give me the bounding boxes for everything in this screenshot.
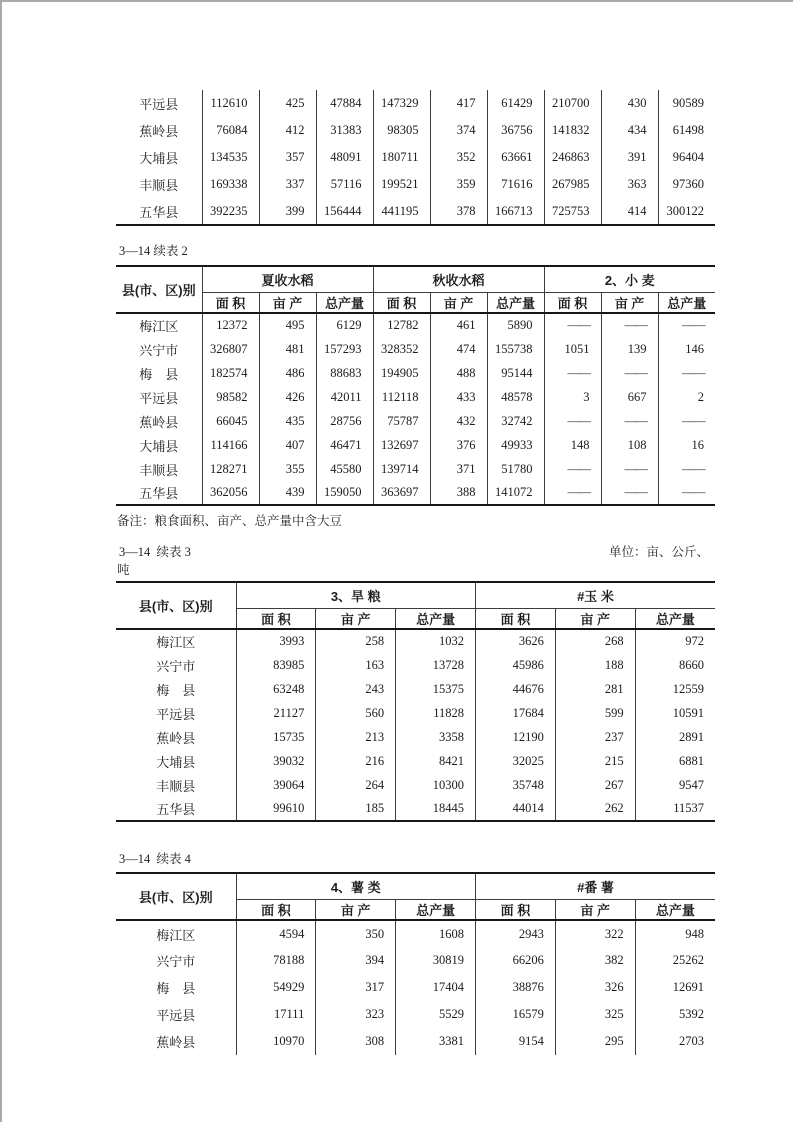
value-cell: 45580: [316, 457, 373, 481]
value-cell: 2703: [635, 1028, 715, 1055]
value-cell: 326: [555, 974, 635, 1001]
column-sub-header: 亩 产: [430, 292, 487, 313]
table-row: [116, 90, 715, 117]
value-cell: 417: [430, 90, 487, 117]
value-cell: 95144: [487, 361, 544, 385]
value-cell: ——: [658, 409, 715, 433]
value-cell: 322: [555, 920, 635, 947]
value-cell: 357: [259, 144, 316, 171]
row-header-cell: 县(市、区)别: [116, 582, 236, 629]
value-cell: 49933: [487, 433, 544, 457]
table-row: [116, 974, 715, 1001]
value-cell: 12190: [475, 725, 555, 749]
value-cell: 76084: [202, 117, 259, 144]
value-cell: 10591: [635, 701, 715, 725]
value-cell: 51780: [487, 457, 544, 481]
value-cell: 599: [555, 701, 635, 725]
value-cell: 213: [316, 725, 396, 749]
value-cell: 88683: [316, 361, 373, 385]
value-cell: 11828: [396, 701, 476, 725]
value-cell: 180711: [373, 144, 430, 171]
value-cell: 8421: [396, 749, 476, 773]
value-cell: 1032: [396, 629, 476, 653]
value-cell: ——: [658, 481, 715, 505]
value-cell: 363697: [373, 481, 430, 505]
value-cell: 83985: [236, 653, 316, 677]
value-cell: 363: [601, 171, 658, 198]
value-cell: 474: [430, 337, 487, 361]
value-cell: 38876: [475, 974, 555, 1001]
value-cell: 2943: [475, 920, 555, 947]
value-cell: 412: [259, 117, 316, 144]
table-row: [116, 361, 715, 385]
value-cell: 394: [316, 947, 396, 974]
value-cell: 495: [259, 313, 316, 337]
value-cell: 15735: [236, 725, 316, 749]
value-cell: 54929: [236, 974, 316, 1001]
value-cell: 295: [555, 1028, 635, 1055]
county-name-cell: 蕉岭县: [156, 730, 196, 746]
value-cell: 430: [601, 90, 658, 117]
county-name-cell: 平远县: [156, 706, 196, 722]
value-cell: 308: [316, 1028, 396, 1055]
value-cell: 392235: [202, 198, 259, 225]
county-name-cell: 五华县: [156, 802, 196, 817]
column-sub-header: 面 积: [236, 608, 316, 629]
value-cell: 1608: [396, 920, 476, 947]
table2-note: 备注：粮食面积、亩产、总产量中含大豆: [117, 514, 343, 528]
table-row: [116, 920, 715, 947]
table3-caption-row: [116, 544, 716, 560]
table-row: [116, 797, 715, 821]
value-cell: 199521: [373, 171, 430, 198]
value-cell: 157293: [316, 337, 373, 361]
value-cell: 185: [316, 797, 396, 821]
value-cell: 139714: [373, 457, 430, 481]
unit-label: 单位：亩、公斤、: [608, 545, 709, 559]
table-row: [116, 701, 715, 725]
value-cell: 112118: [373, 385, 430, 409]
column-sub-header: 亩 产: [555, 899, 635, 920]
value-cell: 439: [259, 481, 316, 505]
column-group-header: #番 薯: [475, 873, 715, 899]
value-cell: 8660: [635, 653, 715, 677]
value-cell: ——: [658, 457, 715, 481]
value-cell: 3626: [475, 629, 555, 653]
table-row: [116, 773, 715, 797]
value-cell: ——: [601, 361, 658, 385]
value-cell: 300122: [658, 198, 715, 225]
value-cell: 378: [430, 198, 487, 225]
value-cell: 441195: [373, 198, 430, 225]
value-cell: 237: [555, 725, 635, 749]
value-cell: 18445: [396, 797, 476, 821]
value-cell: 21127: [236, 701, 316, 725]
county-name-cell: 蕉岭县: [156, 1035, 196, 1050]
value-cell: 166713: [487, 198, 544, 225]
value-cell: 325: [555, 1001, 635, 1028]
value-cell: 10300: [396, 773, 476, 797]
column-group-header: 夏收水稻: [202, 266, 373, 292]
table4-caption: 3—14 续表 4: [119, 852, 191, 866]
value-cell: ——: [544, 409, 601, 433]
value-cell: 2891: [635, 725, 715, 749]
value-cell: 359: [430, 171, 487, 198]
value-cell: 374: [430, 117, 487, 144]
column-sub-header: 总产量: [658, 292, 715, 313]
column-sub-header: 面 积: [202, 292, 259, 313]
value-cell: 39032: [236, 749, 316, 773]
value-cell: 148: [544, 433, 601, 457]
county-name-cell: 平远县: [139, 390, 179, 406]
value-cell: ——: [544, 457, 601, 481]
value-cell: 134535: [202, 144, 259, 171]
value-cell: 44014: [475, 797, 555, 821]
column-sub-header: 面 积: [475, 608, 555, 629]
value-cell: 98305: [373, 117, 430, 144]
value-cell: 9154: [475, 1028, 555, 1055]
value-cell: 3993: [236, 629, 316, 653]
value-cell: 667: [601, 385, 658, 409]
table-row: [116, 677, 715, 701]
value-cell: 12559: [635, 677, 715, 701]
column-sub-header: 亩 产: [316, 899, 396, 920]
value-cell: 78188: [236, 947, 316, 974]
value-cell: ——: [544, 361, 601, 385]
value-cell: 1051: [544, 337, 601, 361]
county-name-cell: 蕉岭县: [139, 414, 179, 430]
value-cell: 262: [555, 797, 635, 821]
value-cell: 112610: [202, 90, 259, 117]
value-cell: 44676: [475, 677, 555, 701]
table-row: [116, 385, 715, 409]
value-cell: 47884: [316, 90, 373, 117]
value-cell: 114166: [202, 433, 259, 457]
value-cell: 25262: [635, 947, 715, 974]
value-cell: 317: [316, 974, 396, 1001]
value-cell: 99610: [236, 797, 316, 821]
value-cell: 461: [430, 313, 487, 337]
county-name-cell: 丰顺县: [156, 778, 196, 794]
column-sub-header: 面 积: [475, 899, 555, 920]
column-sub-header: 亩 产: [601, 292, 658, 313]
value-cell: 350: [316, 920, 396, 947]
value-cell: 6881: [635, 749, 715, 773]
value-cell: ——: [601, 313, 658, 337]
county-name-cell: 梅 县: [156, 682, 196, 698]
value-cell: 31383: [316, 117, 373, 144]
table-row: [116, 947, 715, 974]
value-cell: 12372: [202, 313, 259, 337]
column-sub-header: 面 积: [544, 292, 601, 313]
value-cell: 141832: [544, 117, 601, 144]
value-cell: 57116: [316, 171, 373, 198]
value-cell: 36756: [487, 117, 544, 144]
value-cell: 32742: [487, 409, 544, 433]
value-cell: 75787: [373, 409, 430, 433]
value-cell: 355: [259, 457, 316, 481]
table-row: [116, 1001, 715, 1028]
value-cell: 12691: [635, 974, 715, 1001]
page-content: [116, 2, 716, 1055]
county-name-cell: 梅江区: [156, 635, 196, 650]
county-name-cell: 丰顺县: [139, 462, 179, 478]
column-sub-header: 总产量: [635, 899, 715, 920]
value-cell: 323: [316, 1001, 396, 1028]
value-cell: 352: [430, 144, 487, 171]
column-group-header: 4、薯 类: [236, 873, 475, 899]
value-cell: 246863: [544, 144, 601, 171]
value-cell: 42011: [316, 385, 373, 409]
value-cell: 4594: [236, 920, 316, 947]
value-cell: 188: [555, 653, 635, 677]
value-cell: 17111: [236, 1001, 316, 1028]
table-row: [116, 1028, 715, 1055]
value-cell: 362056: [202, 481, 259, 505]
value-cell: 326807: [202, 337, 259, 361]
value-cell: 433: [430, 385, 487, 409]
unit-label-line2: 吨: [117, 563, 130, 577]
column-sub-header: 总产量: [487, 292, 544, 313]
table-row: [116, 144, 715, 171]
value-cell: ——: [544, 313, 601, 337]
value-cell: 13728: [396, 653, 476, 677]
table-row: [116, 749, 715, 773]
value-cell: 156444: [316, 198, 373, 225]
value-cell: ——: [658, 313, 715, 337]
table-row: [116, 409, 715, 433]
value-cell: 9547: [635, 773, 715, 797]
value-cell: 61429: [487, 90, 544, 117]
value-cell: 48091: [316, 144, 373, 171]
value-cell: 215: [555, 749, 635, 773]
value-cell: 132697: [373, 433, 430, 457]
value-cell: 337: [259, 171, 316, 198]
value-cell: 2: [658, 385, 715, 409]
table-row: [116, 198, 715, 225]
value-cell: 407: [259, 433, 316, 457]
value-cell: 128271: [202, 457, 259, 481]
value-cell: 382: [555, 947, 635, 974]
county-name-cell: 梅 县: [156, 981, 196, 996]
value-cell: 16579: [475, 1001, 555, 1028]
value-cell: 243: [316, 677, 396, 701]
county-name-cell: 五华县: [139, 204, 179, 220]
column-group-header: #玉 米: [475, 582, 715, 608]
value-cell: 3358: [396, 725, 476, 749]
tuber-sweet-potato-table: [116, 872, 715, 1055]
county-name-cell: 蕉岭县: [139, 124, 179, 139]
value-cell: 435: [259, 409, 316, 433]
grain-table-continued-top: [116, 90, 715, 226]
column-group-header: 3、旱 粮: [236, 582, 475, 608]
table2-caption: 3—14 续表 2: [119, 244, 188, 258]
value-cell: 63661: [487, 144, 544, 171]
value-cell: 264: [316, 773, 396, 797]
value-cell: 141072: [487, 481, 544, 505]
value-cell: 268: [555, 629, 635, 653]
value-cell: 399: [259, 198, 316, 225]
value-cell: 45986: [475, 653, 555, 677]
table-row: [116, 629, 715, 653]
value-cell: 16: [658, 433, 715, 457]
value-cell: 488: [430, 361, 487, 385]
value-cell: 425: [259, 90, 316, 117]
value-cell: 17404: [396, 974, 476, 1001]
county-name-cell: 兴宁市: [156, 658, 196, 674]
value-cell: 147329: [373, 90, 430, 117]
value-cell: ——: [601, 481, 658, 505]
value-cell: 972: [635, 629, 715, 653]
column-sub-header: 面 积: [236, 899, 316, 920]
value-cell: 17684: [475, 701, 555, 725]
county-name-cell: 梅江区: [139, 319, 179, 334]
table-row: [116, 117, 715, 144]
value-cell: 11537: [635, 797, 715, 821]
value-cell: 63248: [236, 677, 316, 701]
value-cell: 30819: [396, 947, 476, 974]
value-cell: 481: [259, 337, 316, 361]
value-cell: 182574: [202, 361, 259, 385]
value-cell: 486: [259, 361, 316, 385]
value-cell: ——: [601, 409, 658, 433]
value-cell: 5890: [487, 313, 544, 337]
value-cell: 267985: [544, 171, 601, 198]
value-cell: 12782: [373, 313, 430, 337]
value-cell: 139: [601, 337, 658, 361]
value-cell: ——: [601, 457, 658, 481]
column-group-header: 2、小 麦: [544, 266, 715, 292]
value-cell: 948: [635, 920, 715, 947]
county-name-cell: 大埔县: [139, 151, 179, 166]
column-sub-header: 总产量: [316, 292, 373, 313]
rice-wheat-table: [116, 265, 715, 506]
county-name-cell: 兴宁市: [139, 342, 179, 358]
value-cell: 3: [544, 385, 601, 409]
value-cell: 66206: [475, 947, 555, 974]
value-cell: 376: [430, 433, 487, 457]
value-cell: 66045: [202, 409, 259, 433]
value-cell: 163: [316, 653, 396, 677]
value-cell: 725753: [544, 198, 601, 225]
table-row: [116, 171, 715, 198]
value-cell: 210700: [544, 90, 601, 117]
dry-grain-corn-table: [116, 581, 715, 822]
value-cell: ——: [658, 361, 715, 385]
value-cell: 15375: [396, 677, 476, 701]
value-cell: 434: [601, 117, 658, 144]
value-cell: 388: [430, 481, 487, 505]
county-name-cell: 丰顺县: [139, 178, 179, 193]
value-cell: 281: [555, 677, 635, 701]
value-cell: 6129: [316, 313, 373, 337]
value-cell: 432: [430, 409, 487, 433]
table-row: [116, 313, 715, 337]
table3-caption: 3—14 续表 3: [119, 545, 191, 559]
county-name-cell: 兴宁市: [156, 954, 196, 969]
value-cell: 98582: [202, 385, 259, 409]
county-name-cell: 平远县: [156, 1008, 196, 1023]
county-name-cell: 梅江区: [156, 927, 196, 943]
value-cell: 216: [316, 749, 396, 773]
value-cell: 108: [601, 433, 658, 457]
value-cell: 267: [555, 773, 635, 797]
value-cell: 90589: [658, 90, 715, 117]
value-cell: 258: [316, 629, 396, 653]
value-cell: 560: [316, 701, 396, 725]
value-cell: 48578: [487, 385, 544, 409]
value-cell: 146: [658, 337, 715, 361]
value-cell: 46471: [316, 433, 373, 457]
county-name-cell: 梅 县: [139, 366, 179, 382]
value-cell: 155738: [487, 337, 544, 361]
row-header-cell: 县(市、区)别: [116, 873, 236, 920]
value-cell: 97360: [658, 171, 715, 198]
value-cell: 414: [601, 198, 658, 225]
county-name-cell: 平远县: [139, 97, 179, 112]
value-cell: 96404: [658, 144, 715, 171]
value-cell: 371: [430, 457, 487, 481]
value-cell: 32025: [475, 749, 555, 773]
county-name-cell: 大埔县: [139, 438, 179, 454]
column-sub-header: 总产量: [396, 899, 476, 920]
value-cell: 169338: [202, 171, 259, 198]
value-cell: 5529: [396, 1001, 476, 1028]
county-name-cell: 大埔县: [156, 754, 196, 770]
value-cell: 5392: [635, 1001, 715, 1028]
county-name-cell: 五华县: [139, 486, 179, 501]
table-row: [116, 481, 715, 505]
value-cell: 159050: [316, 481, 373, 505]
table-row: [116, 337, 715, 361]
value-cell: 39064: [236, 773, 316, 797]
column-sub-header: 亩 产: [316, 608, 396, 629]
column-sub-header: 总产量: [635, 608, 715, 629]
column-group-header: 秋收水稻: [373, 266, 544, 292]
column-sub-header: 面 积: [373, 292, 430, 313]
value-cell: ——: [544, 481, 601, 505]
table-row: [116, 653, 715, 677]
column-sub-header: 总产量: [396, 608, 476, 629]
value-cell: 426: [259, 385, 316, 409]
value-cell: 328352: [373, 337, 430, 361]
value-cell: 71616: [487, 171, 544, 198]
table-row: [116, 457, 715, 481]
column-sub-header: 亩 产: [555, 608, 635, 629]
table-row: [116, 433, 715, 457]
value-cell: 28756: [316, 409, 373, 433]
value-cell: 10970: [236, 1028, 316, 1055]
value-cell: 61498: [658, 117, 715, 144]
column-sub-header: 亩 产: [259, 292, 316, 313]
table-row: [116, 725, 715, 749]
value-cell: 3381: [396, 1028, 476, 1055]
value-cell: 391: [601, 144, 658, 171]
row-header-cell: 县(市、区)别: [116, 266, 202, 313]
value-cell: 35748: [475, 773, 555, 797]
value-cell: 194905: [373, 361, 430, 385]
